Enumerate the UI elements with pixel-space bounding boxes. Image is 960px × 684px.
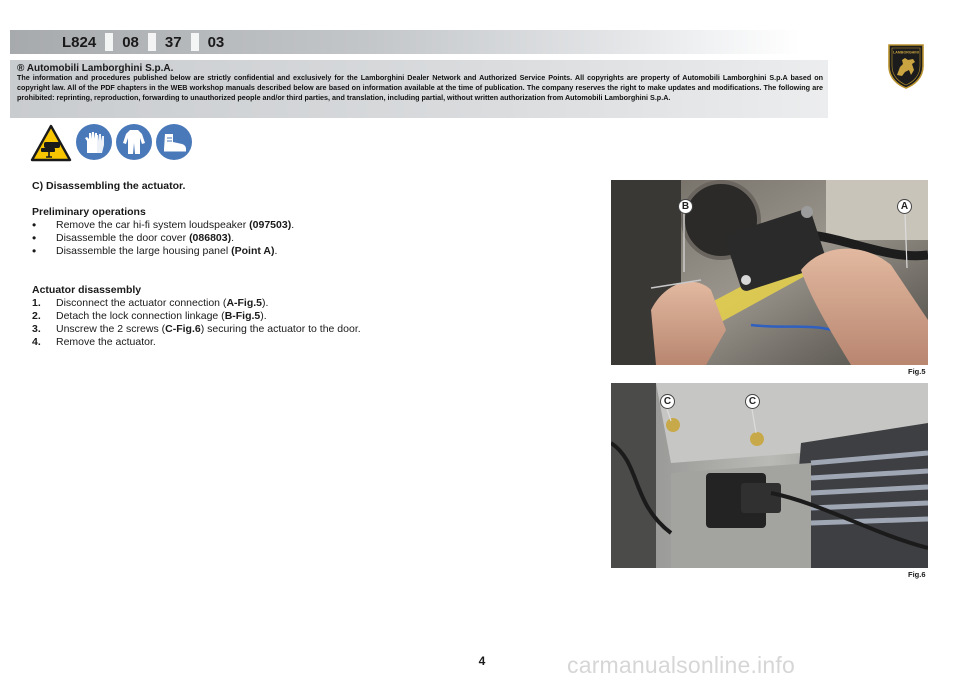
list-item [32, 219, 572, 232]
hand-crush-warning-icon [30, 124, 72, 162]
figure-6-caption: Fig.6 [908, 570, 926, 579]
step-text: Remove the actuator. [56, 336, 156, 348]
list-item [32, 323, 572, 336]
section-title: C) Disassembling the actuator. [32, 180, 186, 192]
procedure-content [32, 180, 572, 349]
step-text: Detach the lock connection linkage (B-Fig.5). [56, 310, 267, 322]
callout-b: B [678, 199, 693, 214]
page-number: 4 [478, 654, 486, 668]
list-item [32, 232, 572, 245]
code-subgroup: 37 [164, 33, 182, 51]
code-group: 08 [122, 33, 139, 51]
step-text: Unscrew the 2 screws (C-Fig.6) securing the actuator to the door. [56, 323, 361, 335]
lamborghini-logo [886, 42, 926, 90]
preliminary-title: Preliminary operations [32, 206, 146, 218]
safety-shoes-icon [156, 124, 192, 160]
overalls-icon [116, 124, 152, 160]
step-text: Disconnect the actuator connection (A-Fig.5). [56, 297, 269, 309]
code-separator [191, 33, 199, 51]
code-separator [148, 33, 156, 51]
step-number: 4. [32, 336, 41, 348]
callout-c-left: C [660, 394, 675, 409]
list-item-text: Disassemble the large housing panel (Point A). [56, 245, 278, 257]
callout-c-right: C [745, 394, 760, 409]
gloves-icon [76, 124, 112, 160]
list-item [32, 310, 572, 323]
list-item-text: Remove the car hi-fi system loudspeaker (097503). [56, 219, 295, 231]
logo-wordmark: LAMBORGHINI [893, 50, 919, 55]
list-item-text: Disassemble the door cover (086803). [56, 232, 235, 244]
list-item [32, 245, 572, 258]
copyright-title: ® Automobili Lamborghini S.p.A. [17, 63, 174, 74]
disassembly-title: Actuator disassembly [32, 284, 142, 296]
figure-5-photo [611, 180, 928, 365]
bullet-icon: • [32, 244, 37, 258]
code-procedure: 03 [207, 33, 225, 51]
watermark: carmanualsonline.info [567, 652, 795, 678]
code-model: L824 [62, 33, 97, 51]
figure-5-caption: Fig.5 [908, 367, 926, 376]
bullet-icon: • [32, 231, 37, 245]
list-item [32, 297, 572, 310]
step-number: 2. [32, 310, 41, 322]
step-number: 3. [32, 323, 41, 335]
bullet-icon: • [32, 218, 37, 232]
safety-icons [30, 124, 192, 162]
code-separator [105, 33, 113, 51]
list-item [32, 336, 572, 349]
callout-a: A [897, 199, 912, 214]
copyright-text: The information and procedures published below are strictly confidential and exclusively for the Lamborghini Dealer Network and Authorized Service Points. All copyrights are property of Automobili Lamborghini S.p.A based on copyright law. All of the PDF chapters in the WEB workshop manuals described below are based on information available at the time of publication. The company reserves the right to make updates and modifications. The following are prohibited: reprinting, reproduction, forwarding to unauthorized people and/or third parties, and translation, including partial, without written authorization from Automobili Lamborghini S.p.A. [17, 73, 823, 103]
step-number: 1. [32, 297, 41, 309]
figure-6-photo [611, 383, 928, 568]
document-codes [62, 33, 224, 51]
